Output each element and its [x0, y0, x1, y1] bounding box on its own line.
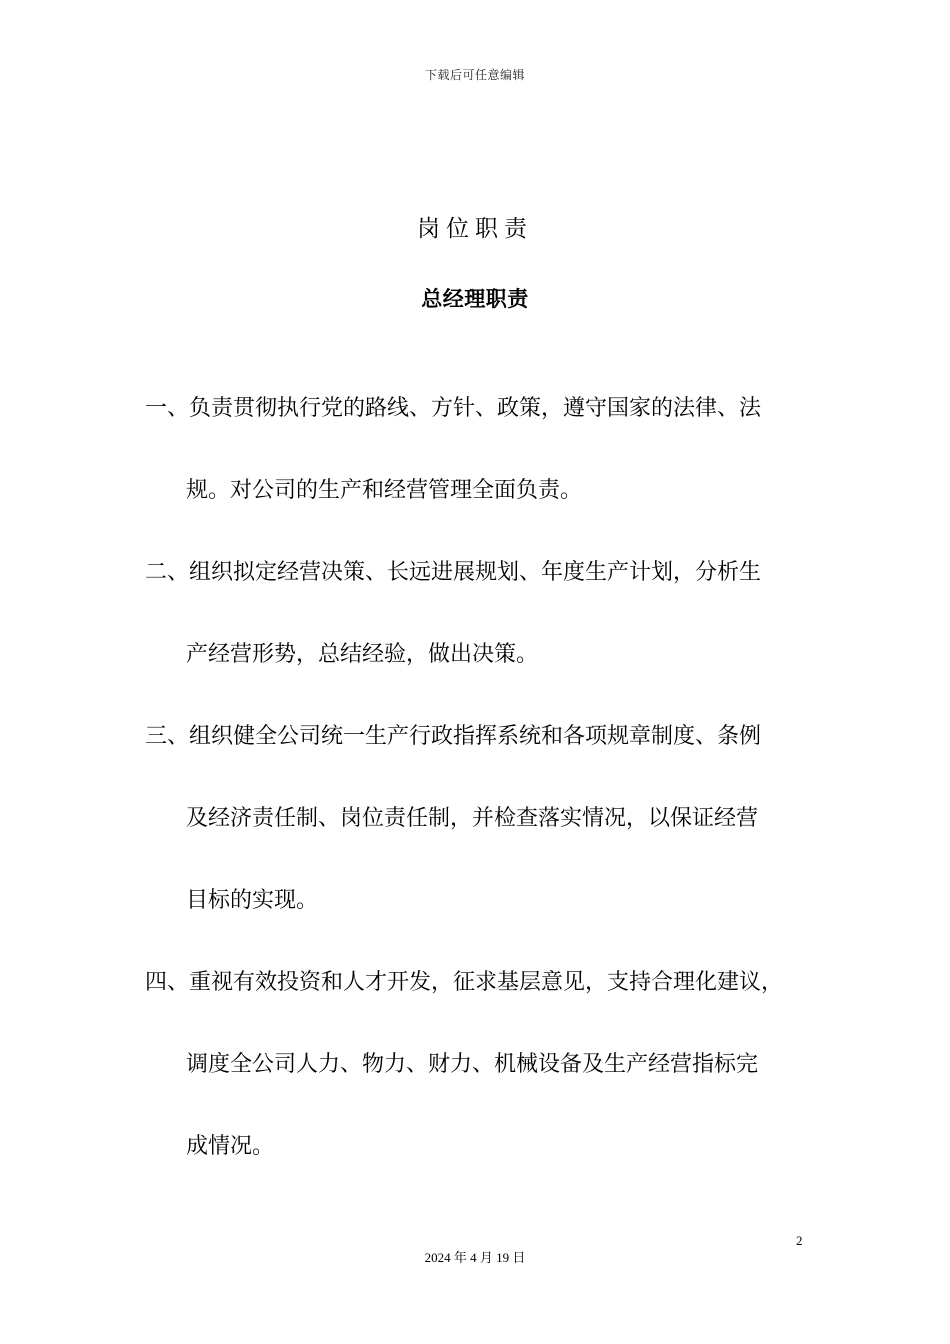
- duty-line: 三、组织健全公司统一生产行政指挥系统和各项规章制度、条例: [145, 724, 762, 749]
- footer-date: 2024 年 4 月 19 日: [424, 1250, 526, 1265]
- header-note: 下载后可任意编辑: [424, 68, 525, 82]
- document-subtitle: 总经理职责: [421, 287, 529, 311]
- duty-item-2: [145, 552, 825, 675]
- page-number: 2: [796, 1233, 803, 1248]
- duty-line: 二、组织拟定经营决策、长远进展规划、年度生产计划，分析生: [145, 560, 762, 585]
- duty-line: 产经营形势，总结经验，做出决策。: [186, 642, 539, 667]
- duty-line: 四、重视有效投资和人才开发，征求基层意见，支持合理化建议，: [145, 970, 784, 995]
- duty-line: 目标的实现。: [186, 888, 319, 913]
- duty-line: 成情况。: [186, 1134, 275, 1159]
- duty-line: 调度全公司人力、物力、财力、机械设备及生产经营指标完: [186, 1052, 759, 1077]
- duties-list: [145, 388, 825, 1208]
- duty-item-4: [145, 962, 825, 1167]
- duty-line: 一、负责贯彻执行党的路线、方针、政策，遵守国家的法律、法: [145, 396, 762, 421]
- duty-line: 规。对公司的生产和经营管理全面负责。: [186, 478, 583, 503]
- duty-item-3: [145, 716, 825, 921]
- duty-line: 及经济责任制、岗位责任制，并检查落实情况，以保证经营: [186, 806, 759, 831]
- document-title: 岗位职责: [417, 216, 533, 242]
- duty-item-1: [145, 388, 825, 511]
